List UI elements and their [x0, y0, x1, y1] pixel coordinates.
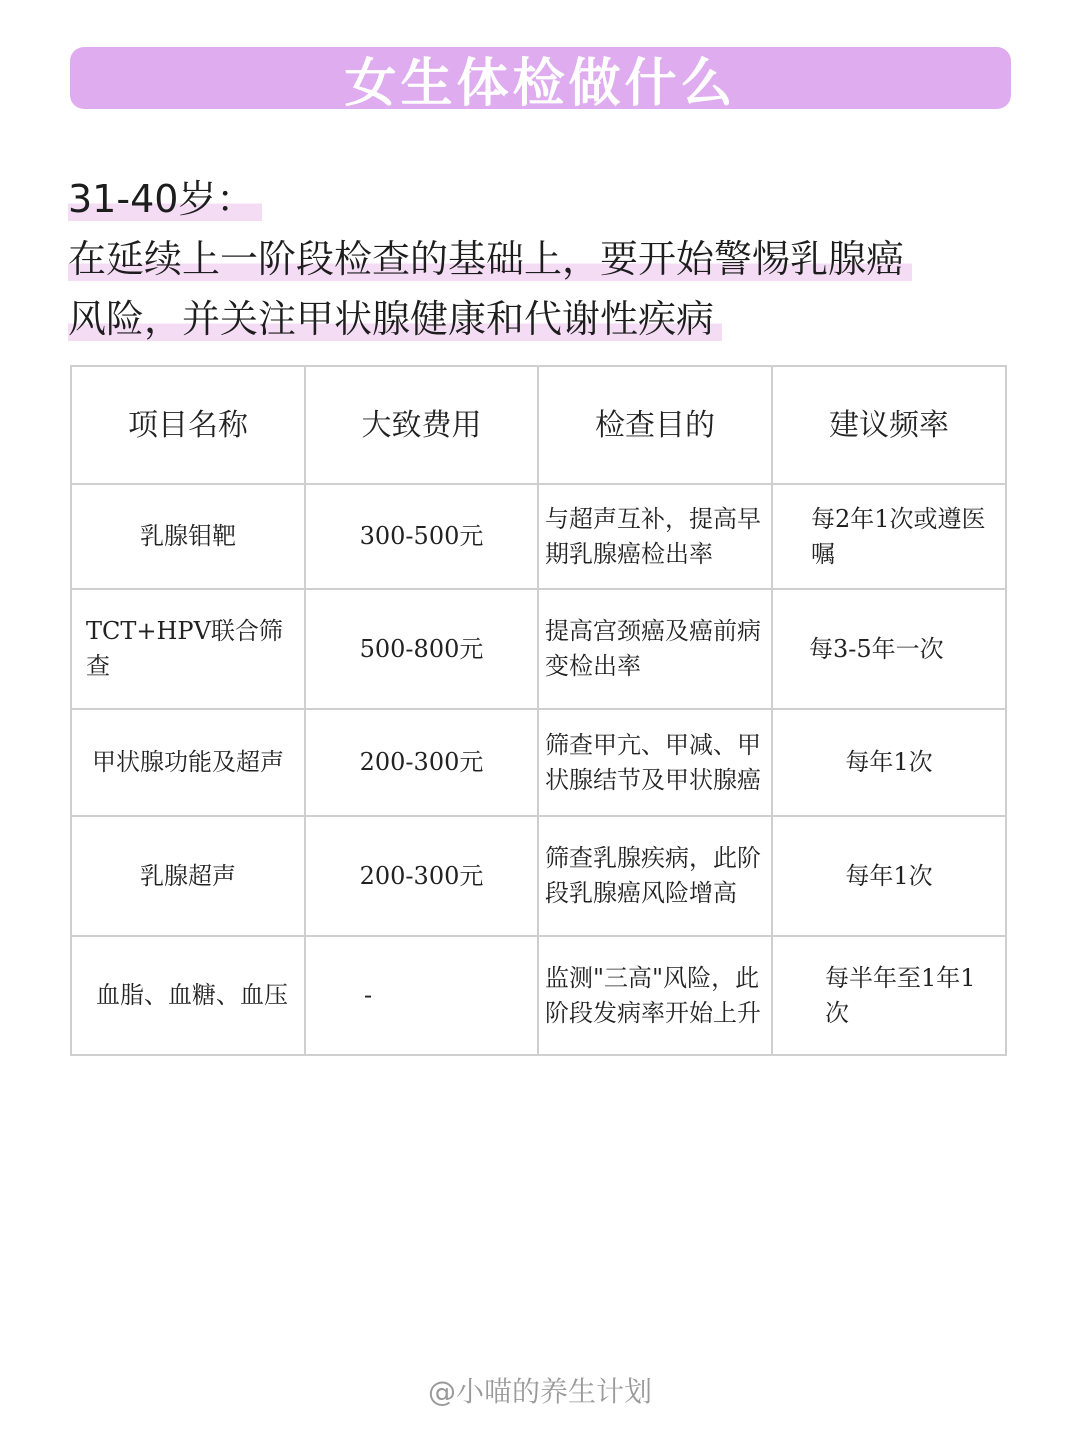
- table-row: [71, 709, 1006, 816]
- cell-frequency: 每2年1次或遵医嘱: [772, 484, 1006, 589]
- age-range-heading: 31-40岁：: [68, 170, 262, 228]
- cell-cost: 300-500元: [305, 484, 538, 589]
- intro-section: [68, 170, 912, 350]
- cell-frequency: 每半年至1年1次: [772, 936, 1006, 1055]
- cell-purpose: 与超声互补，提高早期乳腺癌检出率: [538, 484, 772, 589]
- intro-line-1: 在延续上一阶段检查的基础上，要开始警惕乳腺癌: [68, 230, 912, 288]
- cell-purpose: 筛查乳腺疾病，此阶段乳腺癌风险增高: [538, 816, 772, 936]
- table-row: [71, 936, 1006, 1055]
- cell-item-name: TCT+HPV联合筛查: [71, 589, 305, 709]
- cell-frequency: 每3-5年一次: [772, 589, 1006, 709]
- table-row: [71, 589, 1006, 709]
- table-header-row: [71, 366, 1006, 484]
- cell-item-name: 乳腺钼靶: [71, 484, 305, 589]
- cell-cost: 200-300元: [305, 816, 538, 936]
- cell-cost: 200-300元: [305, 709, 538, 816]
- cell-purpose: 监测"三高"风险，此阶段发病率开始上升: [538, 936, 772, 1055]
- cell-item-name: 血脂、血糖、血压: [71, 936, 305, 1055]
- header-cost: 大致费用: [305, 366, 538, 484]
- cell-item-name: 甲状腺功能及超声: [71, 709, 305, 816]
- page-title: 女生体检做什么: [344, 53, 737, 114]
- title-banner: [70, 47, 1011, 114]
- cell-cost: 500-800元: [305, 589, 538, 709]
- cell-item-name: 乳腺超声: [71, 816, 305, 936]
- cell-purpose: 提高宫颈癌及癌前病变检出率: [538, 589, 772, 709]
- cell-frequency: 每年1次: [772, 816, 1006, 936]
- cell-cost: -: [305, 936, 538, 1055]
- header-frequency: 建议频率: [772, 366, 1006, 484]
- cell-frequency: 每年1次: [772, 709, 1006, 816]
- table-row: [71, 484, 1006, 589]
- header-item-name: 项目名称: [71, 366, 305, 484]
- intro-line-2: 风险，并关注甲状腺健康和代谢性疾病: [68, 290, 722, 348]
- table-row: [71, 816, 1006, 936]
- header-purpose: 检查目的: [538, 366, 772, 484]
- cell-purpose: 筛查甲亢、甲减、甲状腺结节及甲状腺癌: [538, 709, 772, 816]
- author-watermark: @小喵的养生计划: [427, 1375, 652, 1408]
- exam-table: [70, 365, 1007, 1056]
